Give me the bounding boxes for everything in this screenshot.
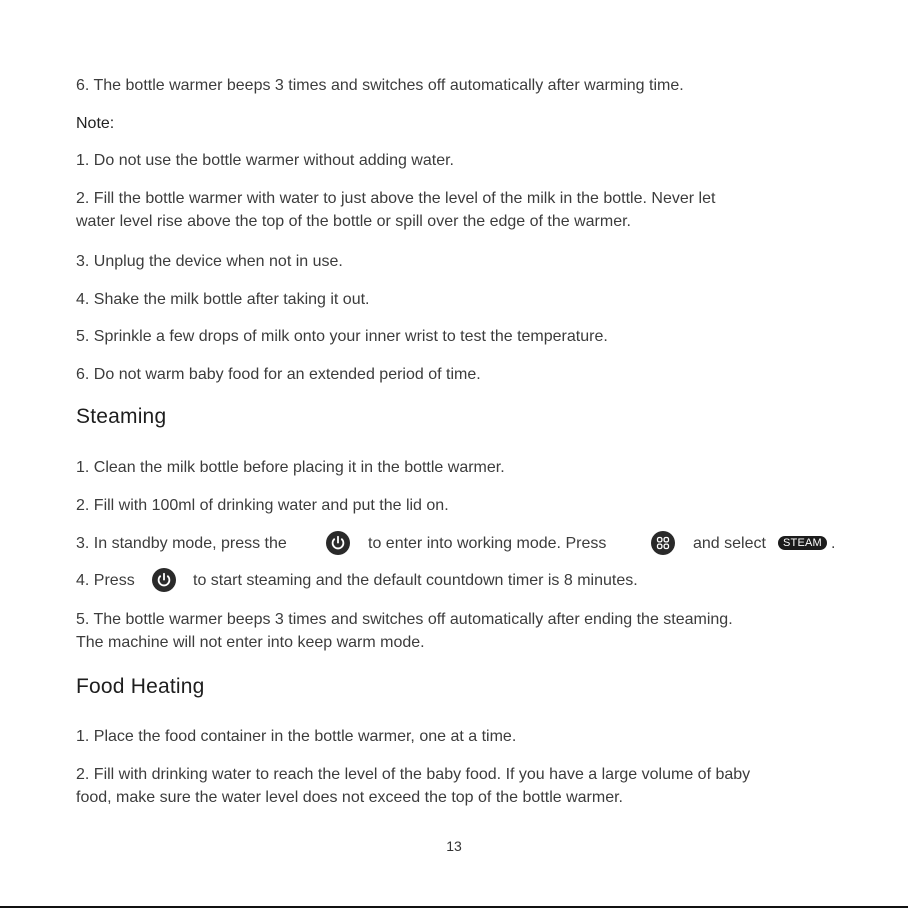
- steaming-step-3: [76, 532, 846, 556]
- note-heading: Note:: [76, 115, 115, 132]
- steaming-step-3-text-b: to enter into working mode. Press: [368, 535, 607, 552]
- warming-step-6: 6. The bottle warmer beeps 3 times and switches off automatically after warming time.: [76, 77, 684, 94]
- note-item-2: 2. Fill the bottle warmer with water to just above the level of the milk in the bottle. Never let: [76, 190, 716, 207]
- note-item-6: 6. Do not warm baby food for an extended period of time.: [76, 366, 481, 383]
- steaming-step-4-text-a: 4. Press: [76, 572, 135, 589]
- note-item-3: 3. Unplug the device when not in use.: [76, 253, 343, 270]
- note-item-5: 5. Sprinkle a few drops of milk onto your inner wrist to test the temperature.: [76, 328, 608, 345]
- food-heating-step-2: 2. Fill with drinking water to reach the level of the baby food. If you have a large volume of baby: [76, 766, 751, 783]
- menu-grid-icon: [651, 531, 675, 555]
- food-heating-step-1: 1. Place the food container in the bottle warmer, one at a time.: [76, 728, 517, 745]
- steam-badge: STEAM: [778, 536, 827, 550]
- steaming-step-3-text-d: .: [831, 535, 836, 552]
- power-icon: [152, 568, 176, 592]
- steaming-step-2: 2. Fill with 100ml of drinking water and put the lid on.: [76, 497, 449, 514]
- note-item-4: 4. Shake the milk bottle after taking it out.: [76, 291, 370, 308]
- food-heating-heading: Food Heating: [76, 675, 205, 698]
- note-item-2-cont: water level rise above the top of the bottle or spill over the edge of the warmer.: [76, 213, 631, 230]
- note-item-1: 1. Do not use the bottle warmer without adding water.: [76, 152, 454, 169]
- steaming-step-1: 1. Clean the milk bottle before placing it in the bottle warmer.: [76, 459, 505, 476]
- steaming-step-5: 5. The bottle warmer beeps 3 times and switches off automatically after ending the steaming.: [76, 611, 733, 628]
- page-number: 13: [446, 838, 462, 854]
- steaming-step-3-text-a: 3. In standby mode, press the: [76, 535, 287, 552]
- steaming-step-3-text-c: and select: [693, 535, 766, 552]
- power-icon: [326, 531, 350, 555]
- steaming-heading: Steaming: [76, 405, 167, 428]
- steaming-step-4: [76, 569, 846, 593]
- steaming-step-5-cont: The machine will not enter into keep warm mode.: [76, 634, 425, 651]
- food-heating-step-2-cont: food, make sure the water level does not exceed the top of the bottle warmer.: [76, 789, 623, 806]
- steaming-step-4-text-b: to start steaming and the default countdown timer is 8 minutes.: [193, 572, 638, 589]
